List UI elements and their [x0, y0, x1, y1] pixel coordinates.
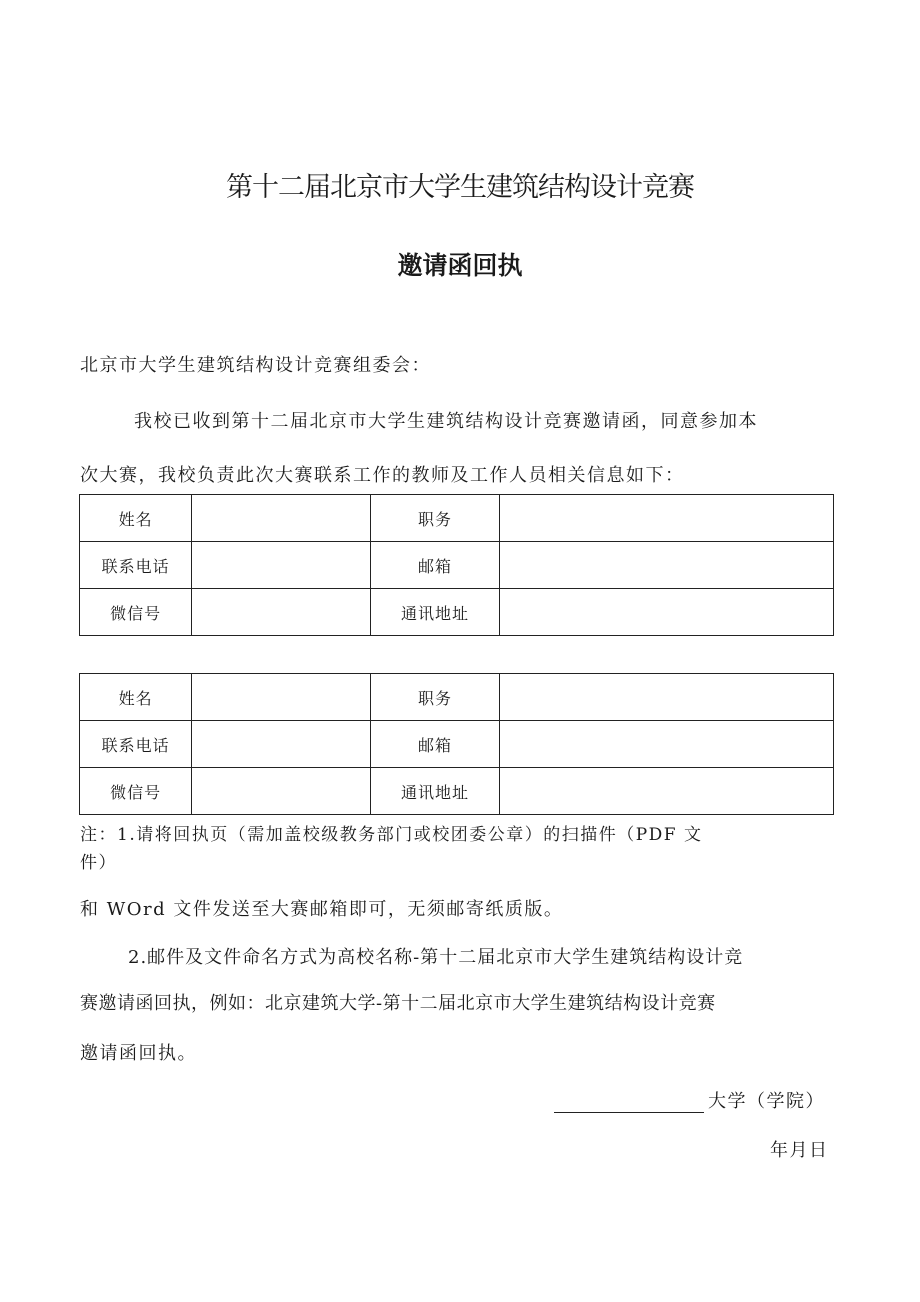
phone-label: 联系电话	[80, 721, 192, 768]
document-title: 第十二届北京市大学生建筑结构设计竞赛	[226, 172, 694, 203]
wechat-field[interactable]	[192, 589, 371, 636]
table-row	[80, 589, 834, 636]
position-label: 职务	[371, 674, 499, 721]
name-field[interactable]	[192, 674, 371, 721]
email-label: 邮箱	[371, 721, 499, 768]
phone-field[interactable]	[192, 721, 371, 768]
name-field[interactable]	[192, 495, 371, 542]
address-field[interactable]	[499, 589, 833, 636]
email-field[interactable]	[499, 721, 833, 768]
signature-date: 年月日	[770, 1140, 829, 1161]
email-field[interactable]	[499, 542, 833, 589]
table-row	[80, 721, 834, 768]
name-label: 姓名	[80, 495, 192, 542]
paragraph-line: 我校已收到第十二届北京市大学生建筑结构设计竞赛邀请函，同意参加本	[134, 411, 758, 432]
note-line: 注：1.请将回执页（需加盖校级教务部门或校团委公章）的扫描件（PDF 文	[80, 825, 703, 845]
wechat-label: 微信号	[80, 768, 192, 815]
paragraph-line: 次大赛，我校负责此次大赛联系工作的教师及工作人员相关信息如下：	[80, 465, 685, 486]
note-line: 2.邮件及文件命名方式为高校名称-第十二届北京市大学生建筑结构设计竞	[128, 947, 744, 968]
address-label: 通讯地址	[371, 768, 499, 815]
phone-field[interactable]	[192, 542, 371, 589]
position-field[interactable]	[499, 495, 833, 542]
position-label: 职务	[371, 495, 499, 542]
salutation: 北京市大学生建筑结构设计竞赛组委会：	[80, 355, 431, 376]
signature-university	[554, 1087, 825, 1113]
wechat-field[interactable]	[192, 768, 371, 815]
wechat-label: 微信号	[80, 589, 192, 636]
contact-table-1	[79, 494, 834, 636]
note-line: 件）	[80, 853, 117, 873]
address-field[interactable]	[499, 768, 833, 815]
note-line: 邀请函回执。	[80, 1043, 197, 1064]
university-suffix: 大学（学院）	[708, 1091, 825, 1112]
table-row	[80, 768, 834, 815]
address-label: 通讯地址	[371, 589, 499, 636]
contact-table-2	[79, 673, 834, 815]
note-line: 赛邀请函回执，例如：北京建筑大学-第十二届北京市大学生建筑结构设计竞赛	[80, 993, 716, 1014]
document-subtitle: 邀请函回执	[397, 251, 523, 280]
table-row	[80, 674, 834, 721]
note-line: 和 WOrd 文件发送至大赛邮箱即可，无须邮寄纸质版。	[80, 899, 564, 920]
table-row	[80, 495, 834, 542]
phone-label: 联系电话	[80, 542, 192, 589]
table-row	[80, 542, 834, 589]
position-field[interactable]	[499, 674, 833, 721]
name-label: 姓名	[80, 674, 192, 721]
signature-blank-line	[554, 1092, 704, 1113]
email-label: 邮箱	[371, 542, 499, 589]
